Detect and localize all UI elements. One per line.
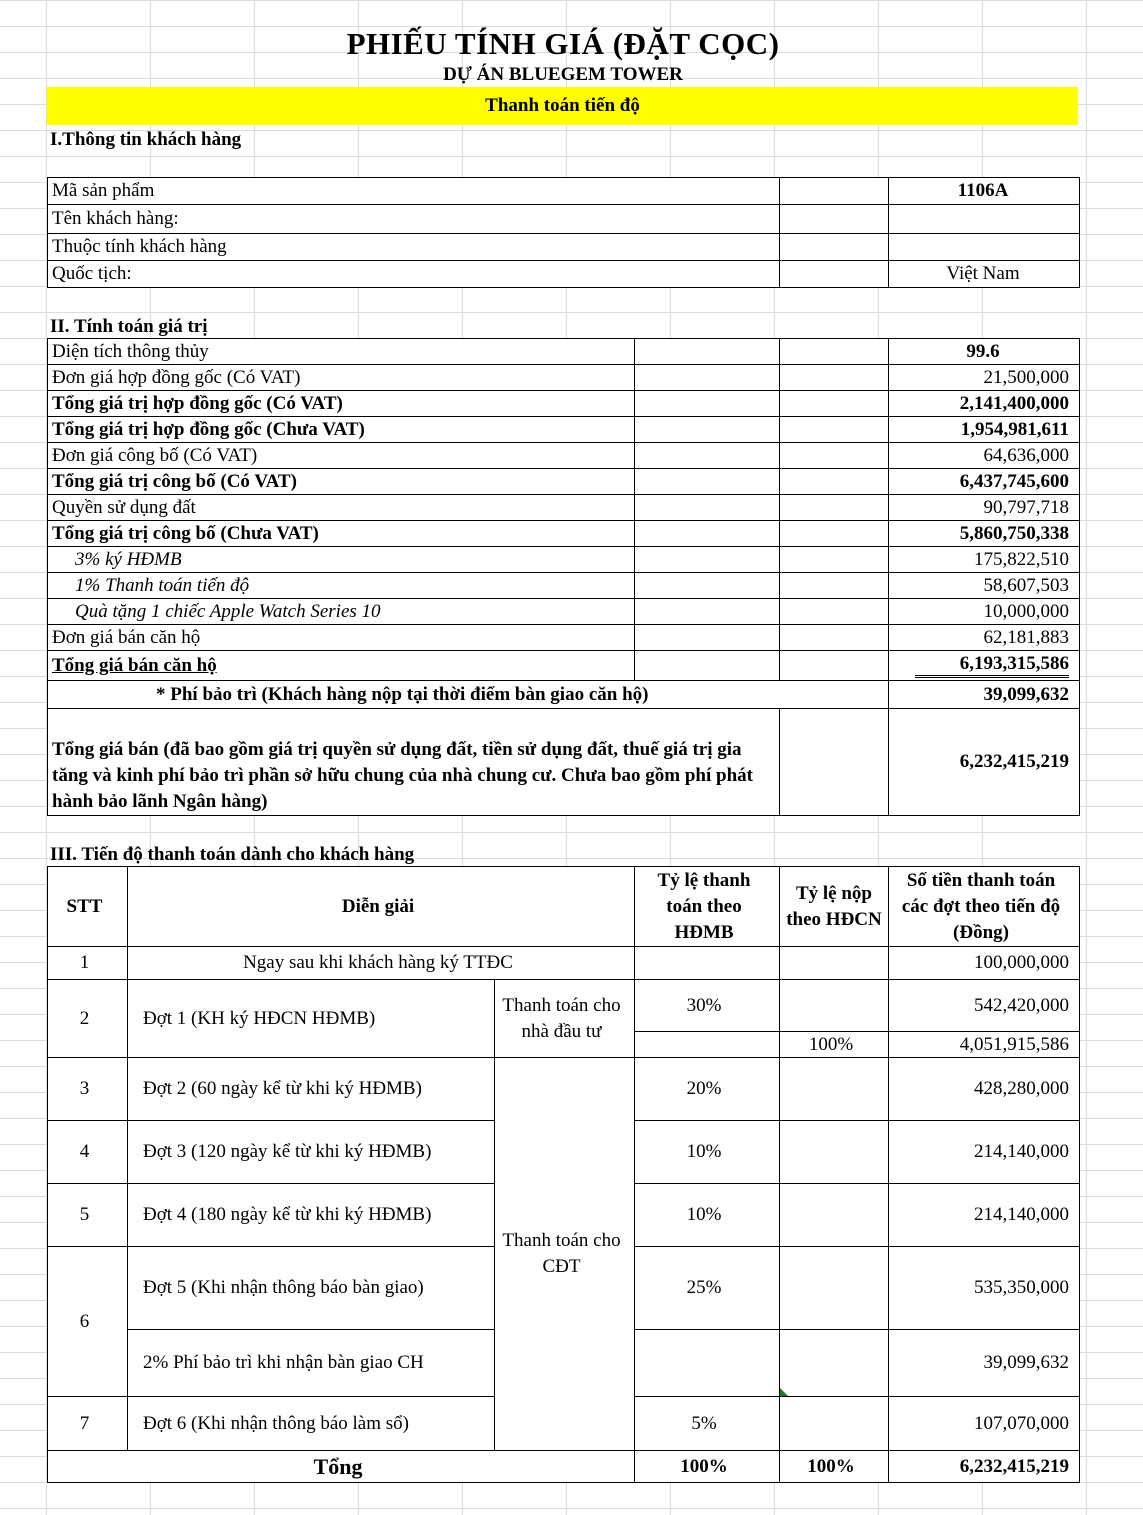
table-row (48, 599, 1080, 625)
total-amount: 6,232,415,219 (889, 1451, 1080, 1483)
row-label: Tổng giá trị hợp đồng gốc (Chưa VAT) (48, 417, 635, 443)
amount-cell: 39,099,632 (889, 1330, 1080, 1397)
total-rate-hdcn: 100% (780, 1451, 889, 1483)
stt-cell: 3 (48, 1058, 128, 1121)
row-value: 5,860,750,338 (889, 521, 1080, 547)
section2-heading: II. Tính toán giá trị (50, 316, 208, 337)
product-code: 1106A (889, 178, 1080, 205)
stt-cell: 4 (48, 1121, 128, 1184)
table-row (48, 178, 1080, 205)
rate-cell: 10% (635, 1121, 780, 1184)
cell-note-marker (780, 1388, 788, 1396)
desc-cell: Đợt 5 (Khi nhận thông báo bàn giao) (128, 1247, 495, 1330)
row-value: 90,797,718 (889, 495, 1080, 521)
col-header-rate-hdmb: Tỷ lệ thanh toán theo HĐMB (635, 867, 780, 947)
row-label: Quốc tịch: (48, 261, 780, 288)
section3-heading: III. Tiến độ thanh toán dành cho khách hàng (50, 844, 415, 865)
grand-total-value: 6,232,415,219 (889, 709, 1080, 816)
table-row (48, 521, 1080, 547)
table-row (48, 365, 1080, 391)
stt-cell: 5 (48, 1184, 128, 1247)
total-apartment-price: 6,193,315,586 (915, 653, 1069, 678)
table-row (48, 205, 1080, 234)
customer-name (889, 205, 1080, 234)
col-header-stt: STT (48, 867, 128, 947)
grand-total-label: Tổng giá bán (đã bao gồm giá trị quyền sử dụng đất, tiền sử dụng đất, thuế giá trị gia tăng và kinh phí bảo trì phần sở hữu chung của nhà chung cư. Chưa bao gồm phí phát hành bảo lãnh Ngân hàng) (48, 709, 780, 816)
table-row (48, 417, 1080, 443)
row-label: Tổng giá bán căn hộ (48, 651, 635, 681)
row-value: 1,954,981,611 (889, 417, 1080, 443)
table-header-row (48, 867, 1080, 947)
table-row (48, 573, 1080, 599)
rate-hdcn-cell: 100% (780, 1032, 889, 1058)
stt-cell: 6 (48, 1247, 128, 1397)
row-value: 10,000,000 (889, 599, 1080, 625)
desc-cell: Đợt 6 (Khi nhận thông báo làm sổ) (128, 1397, 495, 1451)
row-value: 64,636,000 (889, 443, 1080, 469)
rate-cell: 10% (635, 1184, 780, 1247)
payee-investor: Thanh toán cho nhà đầu tư (495, 980, 635, 1058)
table-row (48, 261, 1080, 288)
row-label: Đơn giá công bố (Có VAT) (48, 443, 635, 469)
row-label: 3% ký HĐMB (48, 547, 635, 573)
rate-cell: 30% (635, 980, 780, 1032)
payee-developer: Thanh toán cho CĐT (495, 1058, 635, 1451)
row-label: 1% Thanh toán tiến độ (48, 573, 635, 599)
payment-schedule-table (47, 866, 1080, 1483)
table-row (48, 495, 1080, 521)
row-label: Đơn giá bán căn hộ (48, 625, 635, 651)
table-row (48, 234, 1080, 261)
total-row (48, 1451, 1080, 1483)
total-label: Tổng (48, 1451, 635, 1483)
table-row (48, 339, 1080, 365)
row-value: 6,437,745,600 (889, 469, 1080, 495)
desc-cell: Đợt 4 (180 ngày kể từ khi ký HĐMB) (128, 1184, 495, 1247)
maintenance-fee-value: 39,099,632 (889, 681, 1080, 709)
row-value: 175,822,510 (889, 547, 1080, 573)
table-row (48, 709, 1080, 816)
row-label: Tên khách hàng: (48, 205, 780, 234)
total-rate-hdmb: 100% (635, 1451, 780, 1483)
row-label: Quyền sử dụng đất (48, 495, 635, 521)
table-row (48, 391, 1080, 417)
row-label: Tổng giá trị công bố (Có VAT) (48, 469, 635, 495)
row-value: 62,181,883 (889, 625, 1080, 651)
table-row (48, 947, 1080, 980)
col-header-desc: Diễn giải (128, 867, 635, 947)
amount-cell: 214,140,000 (889, 1184, 1080, 1247)
row-label: Đơn giá hợp đồng gốc (Có VAT) (48, 365, 635, 391)
desc-cell: Đợt 2 (60 ngày kể từ khi ký HĐMB) (128, 1058, 495, 1121)
row-label: Tổng giá trị hợp đồng gốc (Có VAT) (48, 391, 635, 417)
desc-cell: Đợt 1 (KH ký HĐCN HĐMB) (128, 980, 495, 1058)
price-calculation-table (47, 338, 1080, 816)
row-label: Quà tặng 1 chiếc Apple Watch Series 10 (48, 599, 635, 625)
maintenance-fee-label: * Phí bảo trì (Khách hàng nộp tại thời điểm bàn giao căn hộ) (48, 681, 889, 709)
amount-cell: 542,420,000 (889, 980, 1080, 1032)
page-title: PHIẾU TÍNH GIÁ (ĐẶT CỌC) (346, 26, 780, 61)
row-label: Thuộc tính khách hàng (48, 234, 780, 261)
project-subtitle: DỰ ÁN BLUEGEM TOWER (443, 64, 683, 85)
customer-info-table (47, 177, 1080, 288)
amount-cell: 100,000,000 (889, 947, 1080, 980)
stt-cell: 7 (48, 1397, 128, 1451)
amount-cell: 4,051,915,586 (889, 1032, 1080, 1058)
row-value: 2,141,400,000 (889, 391, 1080, 417)
section1-heading: I.Thông tin khách hàng (50, 129, 242, 150)
rate-cell: 20% (635, 1058, 780, 1121)
table-row (48, 1058, 1080, 1121)
nationality: Việt Nam (889, 261, 1080, 288)
customer-attribute (889, 234, 1080, 261)
table-row (48, 681, 1080, 709)
amount-cell: 535,350,000 (889, 1247, 1080, 1330)
table-row (48, 651, 1080, 681)
row-label: Tổng giá trị công bố (Chưa VAT) (48, 521, 635, 547)
row-label: Mã sản phẩm (48, 178, 780, 205)
row-value: 21,500,000 (889, 365, 1080, 391)
table-row (48, 980, 1080, 1032)
row-value: 58,607,503 (889, 573, 1080, 599)
table-row (48, 443, 1080, 469)
rate-cell: 5% (635, 1397, 780, 1451)
stt-cell: 2 (48, 980, 128, 1058)
table-row (48, 469, 1080, 495)
col-header-amount: Số tiền thanh toán các đợt theo tiến độ (Đồng) (889, 867, 1080, 947)
desc-cell: 2% Phí bảo trì khi nhận bàn giao CH (128, 1330, 495, 1397)
stt-cell: 1 (48, 947, 128, 980)
rate-cell: 25% (635, 1247, 780, 1330)
table-row (48, 625, 1080, 651)
row-value: 99.6 (889, 339, 1080, 365)
payment-mode-banner: Thanh toán tiến độ (47, 87, 1078, 125)
amount-cell: 214,140,000 (889, 1121, 1080, 1184)
amount-cell: 428,280,000 (889, 1058, 1080, 1121)
table-row (48, 547, 1080, 573)
col-header-rate-hdcn: Tỷ lệ nộp theo HĐCN (780, 867, 889, 947)
desc-cell: Ngay sau khi khách hàng ký TTĐC (128, 947, 635, 980)
amount-cell: 107,070,000 (889, 1397, 1080, 1451)
desc-cell: Đợt 3 (120 ngày kể từ khi ký HĐMB) (128, 1121, 495, 1184)
row-label: Diện tích thông thủy (48, 339, 635, 365)
